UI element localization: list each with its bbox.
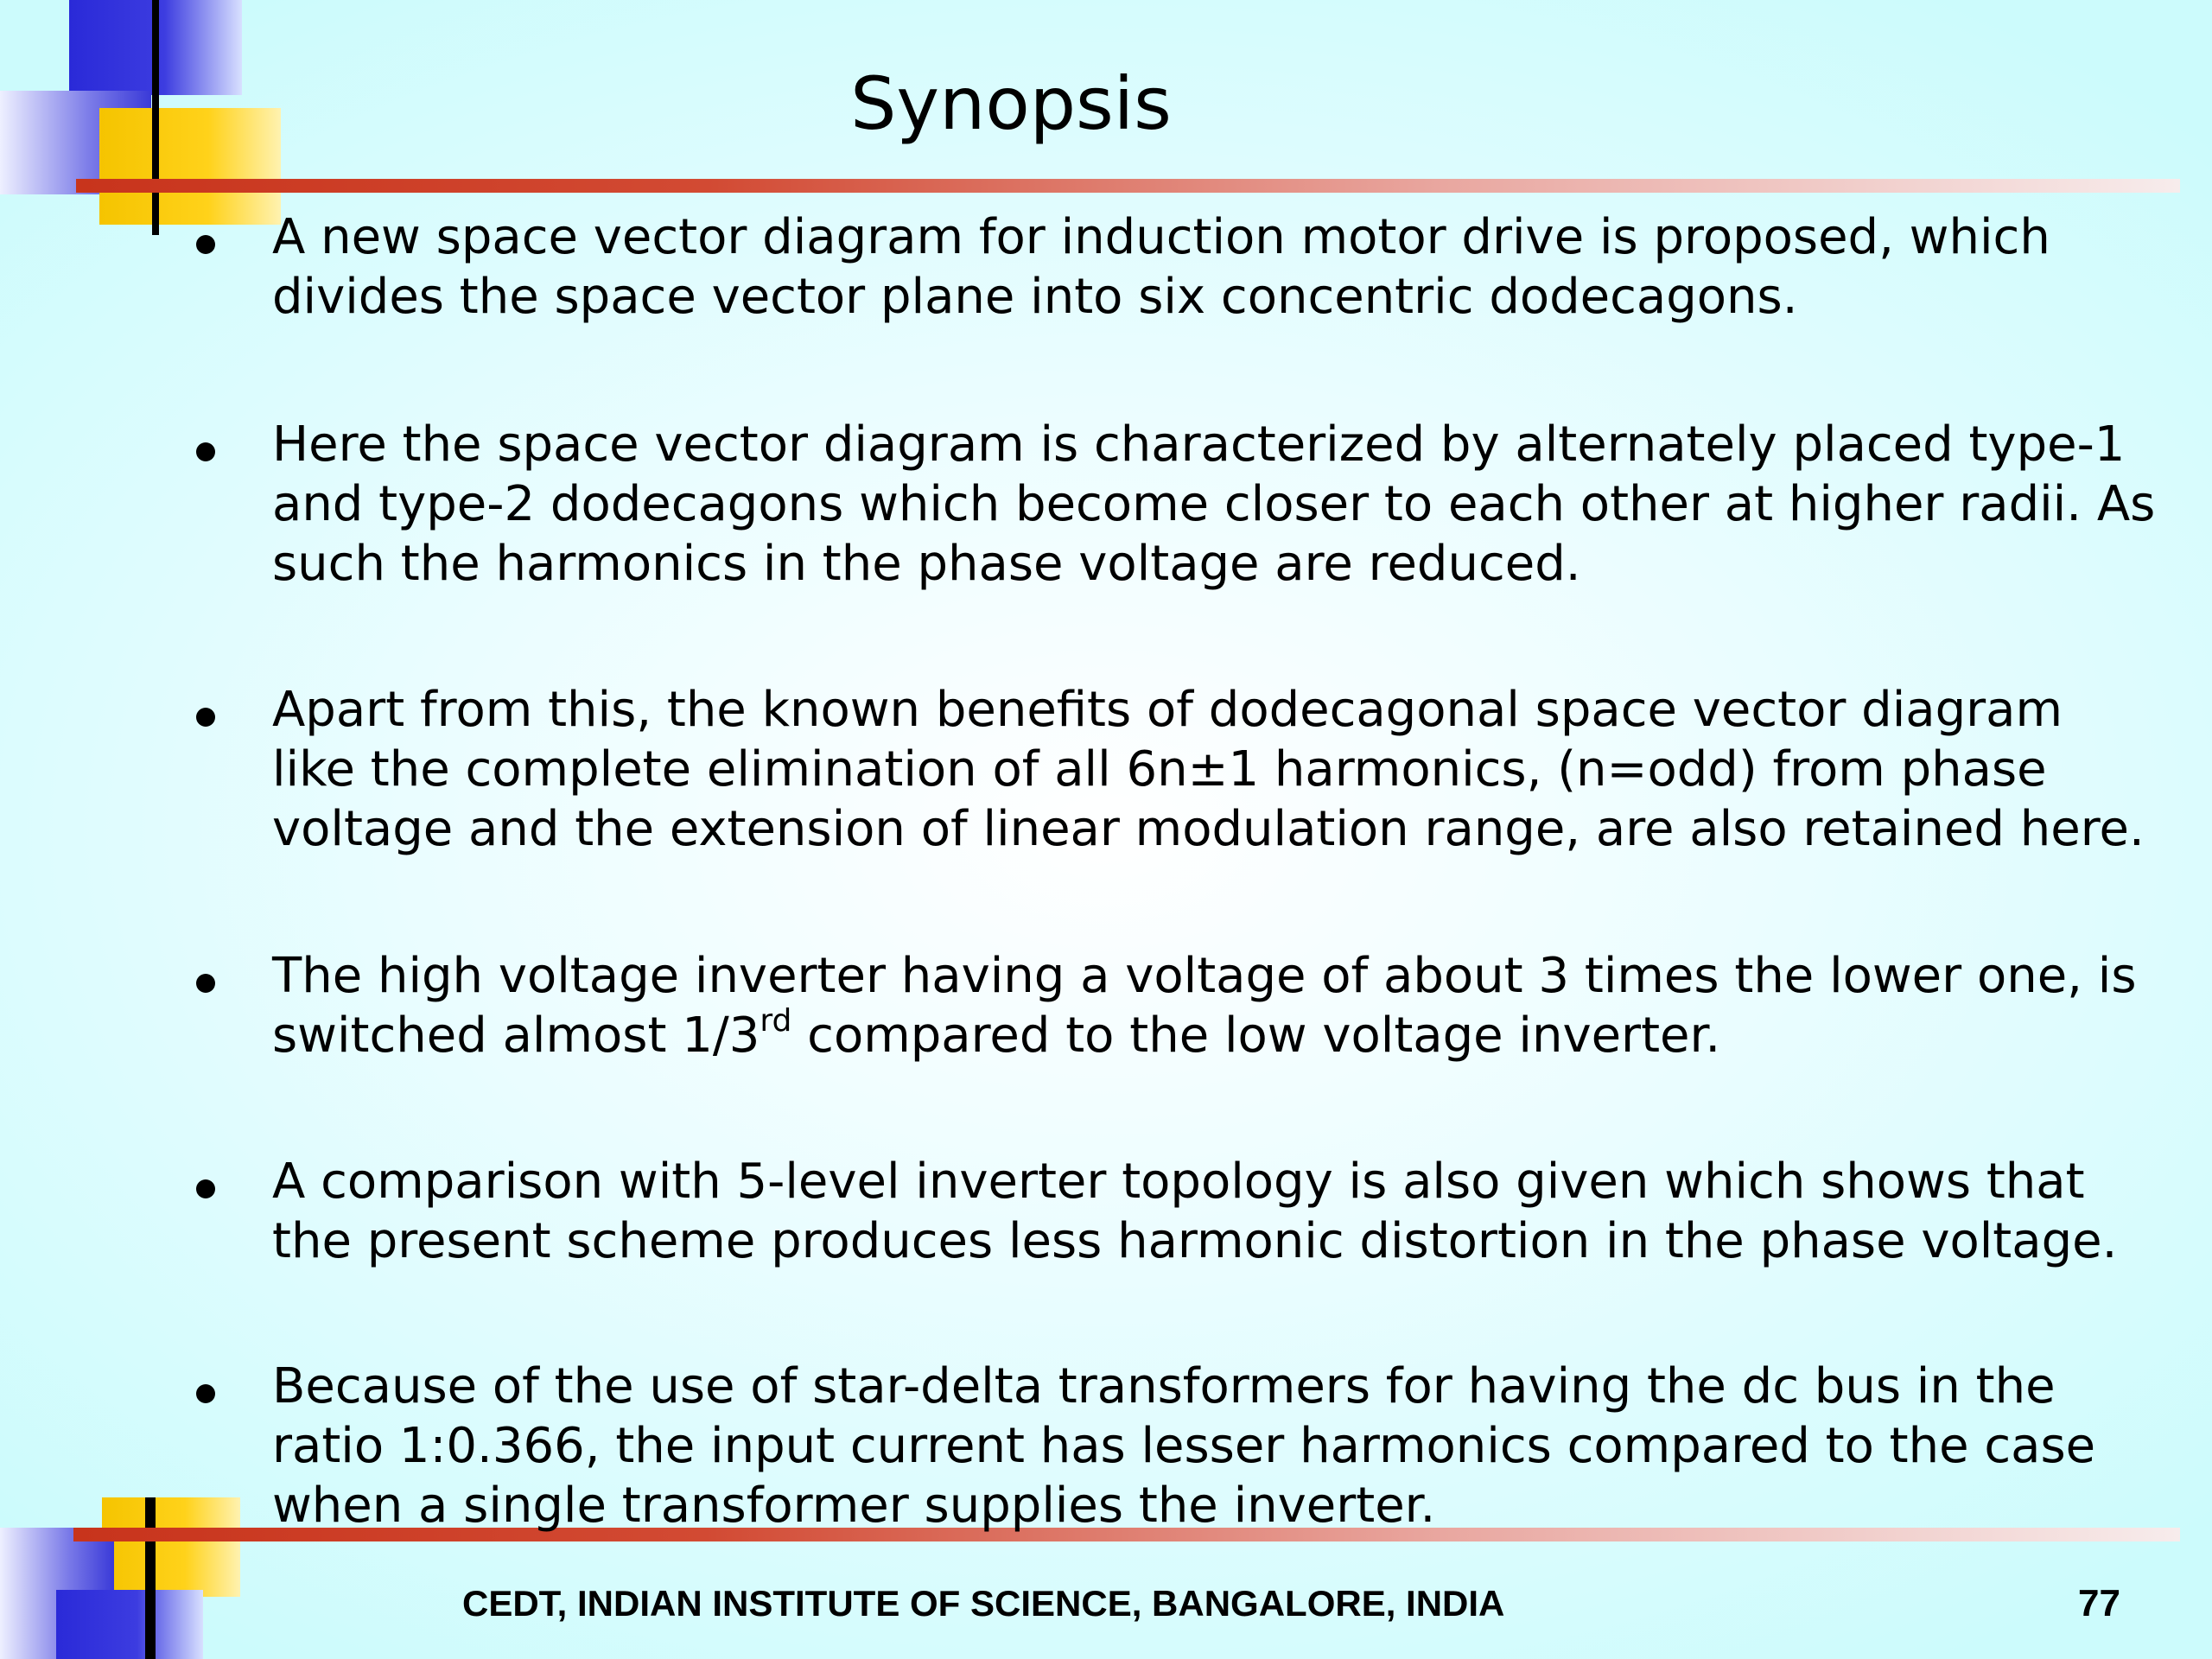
decor-vertical-line-bottom: [145, 1497, 156, 1659]
bullet-dot: [196, 1179, 215, 1198]
bullet-text-1: A new space vector diagram for induction motor drive is proposed, which divides the space vector plane into six concentric dodecagons.: [272, 209, 2050, 325]
bullet-text-4-main: The high voltage inverter having a voltage of about 3 times the lower one, is switched almost 1/3: [272, 948, 2137, 1064]
page-number: 77: [2078, 1582, 2120, 1624]
bullet-dot: [196, 708, 215, 727]
decor-yellow-square-bottom: [102, 1497, 240, 1597]
decor-blue-square-bottom: [56, 1590, 203, 1659]
bullet-text-5: A comparison with 5-level inverter topology is also given which shows that the present scheme produces less harmonic distortion in the phase voltage.: [272, 1154, 2118, 1269]
title-divider-rule: [76, 179, 2180, 193]
bullet-text-4-tail: compared to the low voltage inverter.: [791, 1007, 1721, 1064]
bullet-text-3: Apart from this, the known benefits of dodecagonal space vector diagram like the complete elimination of all 6n±1 harmonics, (n=odd) from phase voltage and the extension of linear modulation range, are also retained here.: [272, 682, 2145, 857]
bullet-dot: [196, 442, 215, 461]
bullet-dot: [196, 974, 215, 993]
slide-title: Synopsis: [850, 61, 1172, 146]
bullet-dot: [196, 1384, 215, 1403]
bullet-text-6: Because of the use of star-delta transformers for having the dc bus in the ratio 1:0.366, the input current has lesser harmonics compared to the case when a single transformer supplies the inverter.: [272, 1358, 2096, 1534]
superscript-rd: rd: [760, 1003, 792, 1039]
bullet-dot: [196, 235, 215, 254]
bullet-text-4: [272, 946, 2199, 1065]
footer-institution: CEDT, INDIAN INSTITUTE OF SCIENCE, BANGALORE, INDIA: [462, 1583, 1505, 1624]
bullet-text-2: Here the space vector diagram is characterized by alternately placed type-1 and type-2 dodecagons which become closer to each other at higher radii. As such the harmonics in the phase voltage are reduced.: [272, 416, 2156, 592]
